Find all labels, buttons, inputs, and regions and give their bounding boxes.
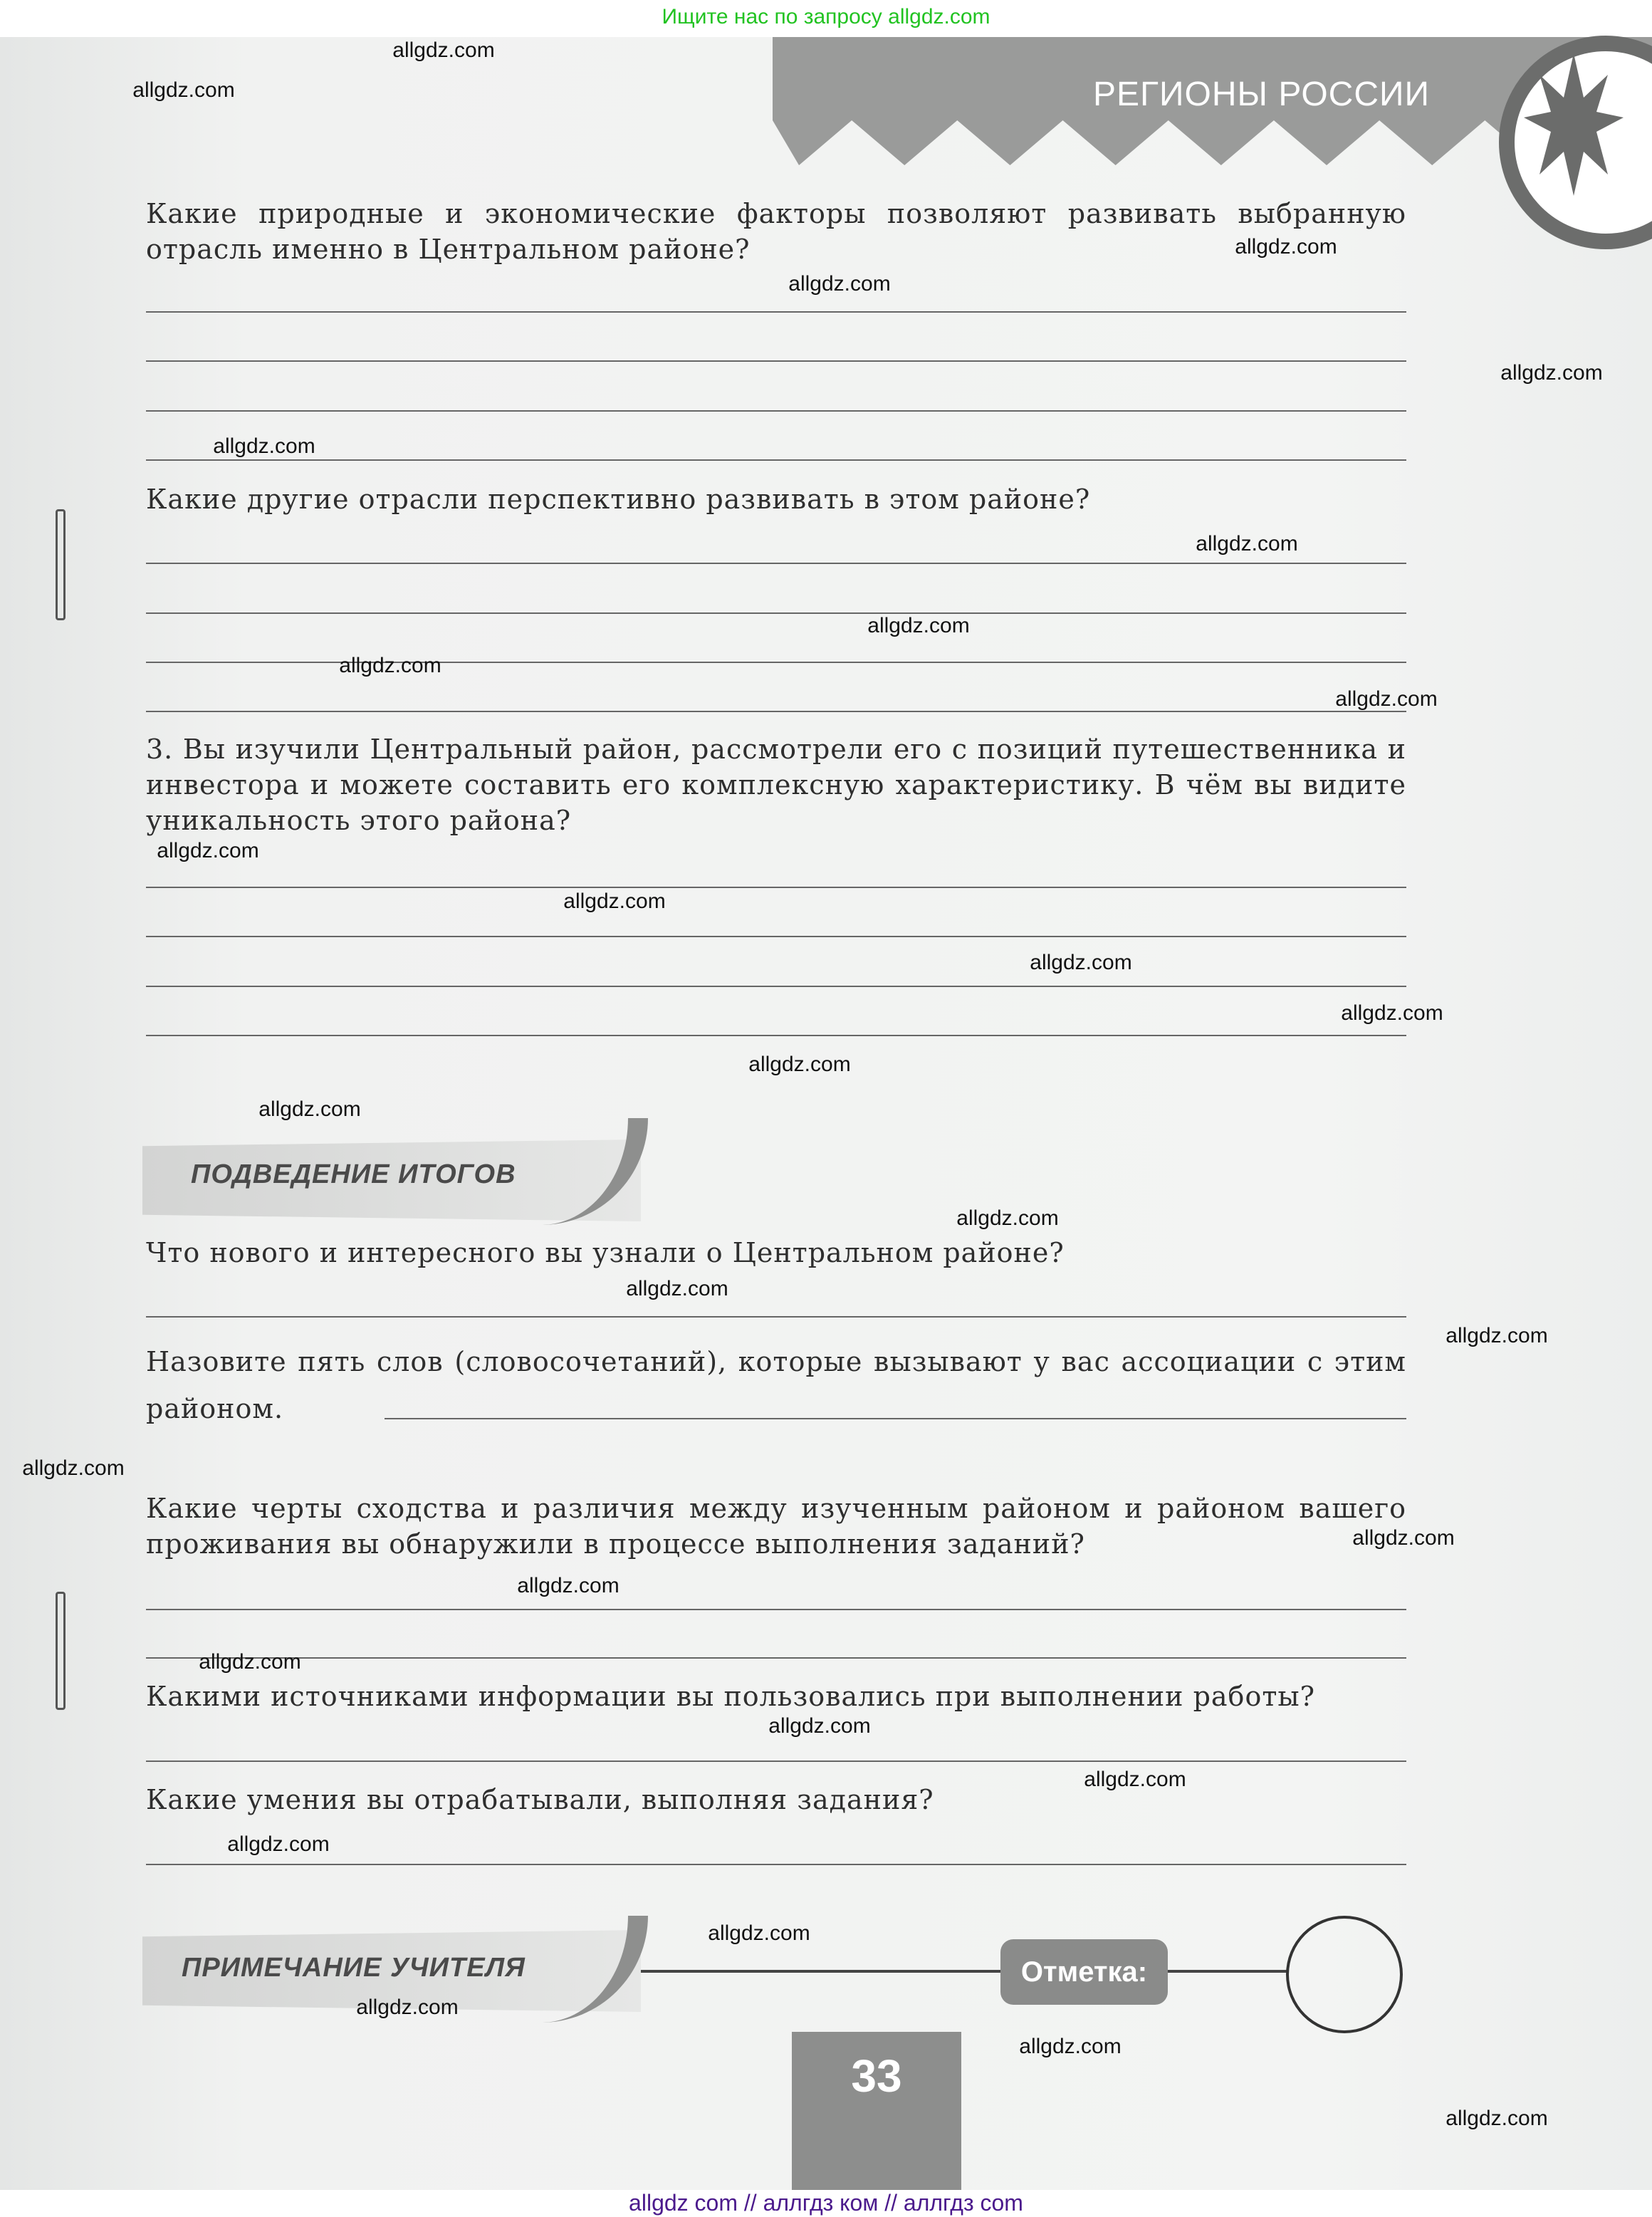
watermark: allgdz.com <box>626 1277 728 1300</box>
watermark: allgdz.com <box>768 1714 871 1738</box>
watermark: allgdz.com <box>748 1053 851 1076</box>
mark-label: Отметка: <box>1000 1939 1168 2005</box>
answer-line[interactable] <box>146 360 1406 362</box>
answer-line[interactable] <box>146 1035 1406 1036</box>
watermark: allgdz.com <box>867 614 970 637</box>
answer-line[interactable] <box>146 563 1406 564</box>
watermark: allgdz.com <box>708 1921 810 1945</box>
answer-line[interactable] <box>146 1609 1406 1610</box>
answer-line[interactable] <box>146 887 1406 888</box>
answer-line[interactable] <box>146 1760 1406 1762</box>
watermark: allgdz.com <box>213 434 315 458</box>
question-other-industries: Какие другие отрасли перспективно развивать в этом районе? <box>146 484 1091 515</box>
answer-line[interactable] <box>146 662 1406 663</box>
watermark: allgdz.com <box>1446 1324 1548 1347</box>
watermark: allgdz.com <box>517 1574 620 1597</box>
summary-question-compare: Какие черты сходства и различия между изученным районом и районом вашего проживания вы обнаружили в процессе выполнения заданий? <box>146 1493 1406 1560</box>
watermark: allgdz.com <box>199 1650 301 1674</box>
summary-question-skills: Какие умения вы отрабатывали, выполняя задания? <box>146 1784 934 1815</box>
watermark: allgdz.com <box>1500 361 1603 385</box>
page-number: 33 <box>792 2032 961 2190</box>
watermark: allgdz.com <box>1019 2035 1122 2058</box>
watermark: allgdz.com <box>258 1097 361 1121</box>
staple <box>56 509 66 620</box>
watermark: allgdz.com <box>956 1206 1059 1230</box>
answer-line[interactable] <box>146 986 1406 987</box>
watermark: allgdz.com <box>1352 1526 1455 1550</box>
answer-line[interactable] <box>146 311 1406 313</box>
summary-section-title: ПОДВЕДЕНИЕ ИТОГОВ <box>191 1159 516 1189</box>
watermark: allgdz.com <box>788 272 891 296</box>
watermark: allgdz.com <box>227 1832 330 1856</box>
answer-line[interactable] <box>146 459 1406 461</box>
staple <box>56 1592 66 1710</box>
watermark: allgdz.com <box>1235 235 1337 259</box>
answer-line[interactable] <box>146 1864 1406 1865</box>
watermark: allgdz.com <box>1341 1001 1443 1025</box>
watermark: allgdz.com <box>1084 1768 1186 1791</box>
answer-line[interactable] <box>146 612 1406 614</box>
star-icon <box>1524 53 1624 196</box>
summary-question-sources: Какими источниками информации вы пользовались при выполнении работы? <box>146 1681 1315 1712</box>
question-uniqueness: 3. Вы изучили Центральный район, рассмотрели его с позиций путешественника и инвестора и можете составить его комплексную характеристику. В чём вы видите уникальность этого района? <box>146 734 1406 836</box>
watermark: allgdz.com <box>22 1456 125 1480</box>
answer-line[interactable] <box>146 711 1406 712</box>
answer-line[interactable] <box>385 1418 1406 1419</box>
mark-circle[interactable] <box>1286 1916 1403 2033</box>
header-title: РЕГИОНЫ РОССИИ <box>1093 75 1430 113</box>
question-factors: Какие природные и экономические факторы позволяют развивать выбранную отрасль именно в Центральном районе? <box>146 198 1406 265</box>
watermark: allgdz.com <box>563 890 666 913</box>
watermark: allgdz.com <box>1196 532 1298 555</box>
watermark: allgdz.com <box>1030 951 1132 974</box>
summary-question-new: Что нового и интересного вы узнали о Центральном районе? <box>146 1237 1065 1268</box>
watermark: allgdz.com <box>356 1996 459 2019</box>
bottom-banner[interactable]: allgdz com // аллгдз ком // аллгдз com <box>629 2190 1023 2216</box>
answer-line[interactable] <box>146 936 1406 937</box>
answer-line[interactable] <box>146 410 1406 412</box>
teacher-section-title: ПРИМЕЧАНИЕ УЧИТЕЛЯ <box>182 1953 526 1983</box>
watermark: allgdz.com <box>157 839 259 862</box>
watermark: allgdz.com <box>1446 2107 1548 2130</box>
answer-line[interactable] <box>146 1316 1406 1318</box>
top-banner[interactable]: Ищите нас по запросу allgdz.com <box>662 5 990 28</box>
watermark: allgdz.com <box>1335 687 1438 711</box>
summary-question-words: Назовите пять слов (словосочетаний), которые вызывают у вас ассоциации с этим районом. <box>146 1346 1406 1424</box>
answer-line[interactable] <box>146 1657 1406 1659</box>
watermark: allgdz.com <box>392 38 495 62</box>
watermark: allgdz.com <box>339 654 441 677</box>
watermark: allgdz.com <box>132 78 235 102</box>
teacher-note-line[interactable] <box>641 1970 1289 1973</box>
